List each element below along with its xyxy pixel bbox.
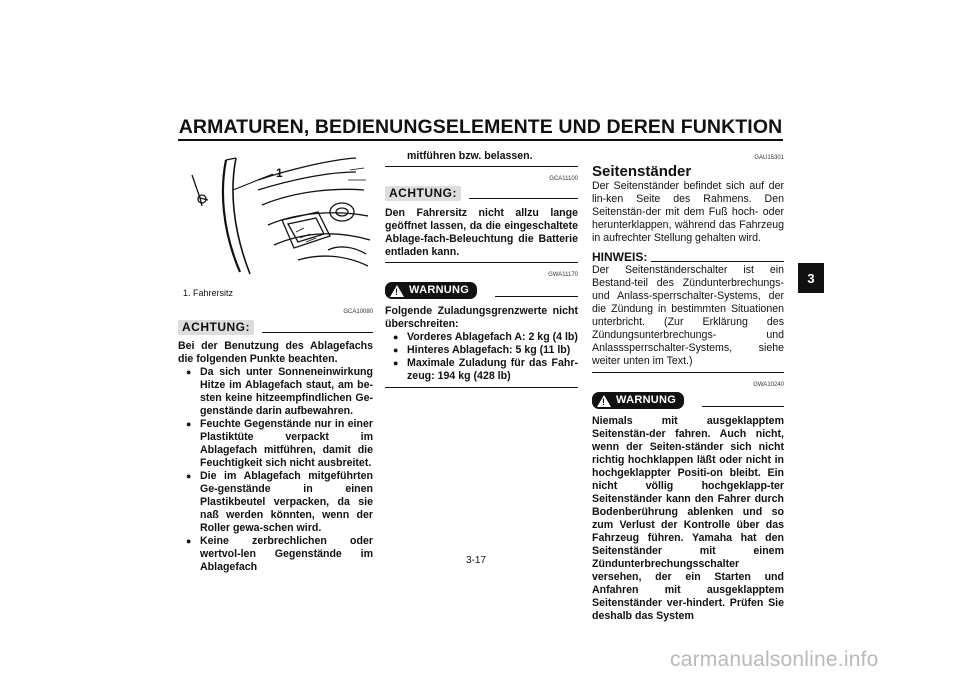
section-heading: Seitenständer [592,163,692,180]
bullet-icon [393,331,407,344]
warning-text: Niemals mit ausgeklapptem Seitenstän-der fahren. Auch nicht, wenn der Seiten-ständer sich nicht richtig hochklappen läßt oder nicht in hochgeklappter Positi-on bleibt. Ein nicht völlig hochgeklapp-ter Seitenständer kann den Fahrer durch Bodenberührung ablenken und so zum Verlust der Kontrolle über das Fahrzeug führen. Yamaha hat den Seitenständer mit einem Zündunterbrechungsschalter versehen, der ein Starten und Anfahren mit ausgeklapptem Seitenständer ver-hindert. Prüfen Sie deshalb das System [592,415,784,622]
header-rule [178,139,783,141]
fahrersitz-illustration [178,150,372,280]
notice-intro: Bei der Benutzung des Ablagefachs die folgenden Punkte beachten. [178,340,373,365]
section-rule [592,372,784,373]
warning-intro: Folgende Zuladungsgrenzwerte nicht überschreiten: [385,305,578,330]
achtung-notice-header [385,186,578,201]
list-item: ● Feuchte Gegenstände nur in einer Plastiktüte verpackt im Ablagefach mitführen, damit die Feuchtigkeit sich nicht ausbreitet. [186,418,373,470]
list-item: ● Keine zerbrechlichen oder wertvol-len Gegenstände im Ablagefach [186,535,373,574]
hinweis-header [592,251,784,264]
hinweis-text: Der Seitenständerschalter ist ein Bestand-teil des Zündunterbrechungs- und Anlass-sperrschalter-Systems, der die Zündung in bestimmten Situationen unterbricht. (Zur Erklärung des Zündungsunterbrechungs- und Anlasssperrschalter-Systems, siehe weiter unten im Text.) [592,264,784,367]
notice-rule [702,406,784,407]
bullet-icon [186,418,200,470]
warning-badge: ! WARNUNG [592,392,684,409]
warning-code: GWA11170 [548,272,578,278]
list-item: ● Vorderes Ablagefach A: 2 kg (4 lb) [393,331,578,344]
figure-caption: 1. Fahrersitz [183,288,234,298]
section-rule [385,262,578,263]
bullet-icon [186,366,200,418]
section-body: Der Seitenständer befindet sich auf der lin-ken Seite des Rahmens. Den Seitenstän-der mit dem Fuß hoch- oder herunterklappen, während das Fahrzeug in aufrechter Stellung gehalten wird. [592,180,784,244]
notice-code: GCA11100 [549,176,578,182]
notice-rule [469,198,578,199]
notice-rule [651,261,784,262]
page-number: 3-17 [466,555,487,566]
list-item: ● Maximale Zuladung für das Fahr-zeug: 194 kg (428 lb) [393,357,578,383]
warning-code: GWA10240 [753,382,784,388]
bullet-icon [186,470,200,535]
seat-figure [178,150,372,280]
achtung-badge: ACHTUNG: [178,320,254,335]
section-rule [385,166,578,167]
achtung-badge: ACHTUNG: [385,186,461,201]
section-code: GAU15301 [754,155,784,161]
left-achtung-notice [178,306,373,574]
section-rule [385,387,578,388]
figure-callout: 1 [276,166,283,180]
notice-code: GCA10080 [343,309,373,315]
hinweis-label: HINWEIS: [592,250,648,264]
warning-triangle-icon [390,285,404,297]
achtung-notice-text: Den Fahrersitz nicht allzu lange geöffnet lassen, da die eingeschaltete Ablage-fach-Beleuchtung die Batterie entladen kann. [385,207,578,258]
warning-badge: ! WARNUNG [385,282,477,299]
watermark: carmanualsonline.info [670,648,879,671]
bullet-icon [393,357,407,383]
continuation-text: mitführen bzw. belassen. [407,150,533,162]
list-item: ● Hinteres Ablagefach: 5 kg (11 lb) [393,344,578,357]
chapter-tab[interactable]: 3 [798,263,824,293]
notice-rule [262,332,373,333]
list-item: ● Die im Ablagefach mitgeführten Ge-genstände in einen Plastikbeutel verpacken, da sie naß werden könnten, wenn der Roller gewa-schen wird. [186,470,373,535]
middle-column [385,150,578,388]
warning-header [592,392,784,409]
bullet-icon [393,344,407,357]
bullet-icon [186,535,200,574]
warning-header [385,282,578,299]
notice-rule [495,296,578,297]
page-header-title: ARMATUREN, BEDIENUNGSELEMENTE UND DEREN FUNKTION [178,116,783,138]
list-item: ● Da sich unter Sonneneinwirkung Hitze im Ablagefach staut, am be-sten keine hitzeempfindlichen Ge-genstände darin aufbewahren. [186,366,373,418]
warning-triangle-icon [597,395,611,407]
right-column [592,152,784,623]
